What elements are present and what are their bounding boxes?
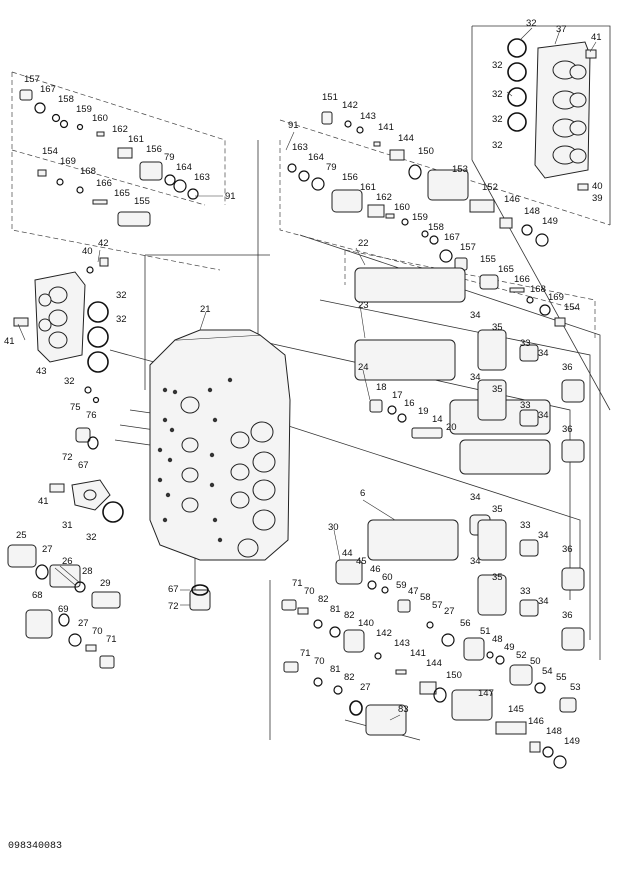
label-14: 14	[432, 414, 443, 425]
label-142: 142	[342, 100, 358, 111]
label-32: 32	[526, 18, 537, 29]
label-35: 35	[492, 572, 503, 583]
label-20: 20	[446, 422, 457, 433]
label-160: 160	[394, 202, 410, 213]
cover-plate-43	[35, 272, 85, 362]
label-67: 67	[78, 460, 89, 471]
label-17: 17	[392, 390, 403, 401]
label-70: 70	[314, 656, 325, 667]
label-6: 6	[360, 488, 366, 499]
label-34: 34	[538, 410, 549, 421]
label-26: 26	[62, 556, 73, 567]
label-158: 158	[58, 94, 74, 105]
label-25: 25	[16, 530, 27, 541]
label-150: 150	[418, 146, 434, 157]
label-54: 54	[542, 666, 553, 677]
label-157: 157	[24, 74, 40, 85]
label-140: 140	[358, 618, 374, 629]
label-152: 152	[482, 182, 498, 193]
label-163: 163	[194, 172, 210, 183]
label-155: 155	[480, 254, 496, 265]
label-28: 28	[82, 566, 93, 577]
cover-plate-37	[535, 42, 596, 178]
label-33: 33	[520, 520, 531, 531]
label-30: 30	[328, 522, 339, 533]
label-36: 36	[562, 424, 573, 435]
label-144: 144	[426, 658, 442, 669]
label-36: 36	[562, 362, 573, 373]
label-35: 35	[492, 322, 503, 333]
label-162: 162	[376, 192, 392, 203]
label-33: 33	[520, 400, 531, 411]
label-32: 32	[86, 532, 97, 543]
label-49: 49	[504, 642, 515, 653]
label-167: 167	[444, 232, 460, 243]
label-60: 60	[382, 572, 393, 583]
label-161: 161	[360, 182, 376, 193]
label-46: 46	[370, 564, 381, 575]
label-32: 32	[116, 314, 127, 325]
label-71: 71	[292, 578, 303, 589]
label-45: 45	[356, 556, 367, 567]
label-75: 75	[70, 402, 81, 413]
label-42: 42	[98, 238, 109, 249]
label-82: 82	[318, 594, 329, 605]
label-32: 32	[64, 376, 75, 387]
label-68: 68	[32, 590, 43, 601]
label-147: 147	[478, 688, 494, 699]
label-161: 161	[128, 134, 144, 145]
label-169: 169	[60, 156, 76, 167]
label-141: 141	[378, 122, 394, 133]
label-58: 58	[420, 592, 431, 603]
label-35: 35	[492, 504, 503, 515]
label-35: 35	[492, 384, 503, 395]
label-165: 165	[498, 264, 514, 275]
label-34: 34	[538, 348, 549, 359]
label-70: 70	[304, 586, 315, 597]
label-32: 32	[116, 290, 127, 301]
label-159: 159	[412, 212, 428, 223]
label-33: 33	[520, 586, 531, 597]
label-149: 149	[542, 216, 558, 227]
label-41: 41	[4, 336, 15, 347]
label-32: 32	[492, 140, 503, 151]
label-82: 82	[344, 672, 355, 683]
label-163: 163	[292, 142, 308, 153]
label-34: 34	[470, 556, 481, 567]
label-23: 23	[358, 300, 369, 311]
label-149: 149	[564, 736, 580, 747]
label-50: 50	[530, 656, 541, 667]
label-34: 34	[538, 596, 549, 607]
label-18: 18	[376, 382, 387, 393]
label-34: 34	[470, 310, 481, 321]
label-16: 16	[404, 398, 415, 409]
label-48: 48	[492, 634, 503, 645]
label-148: 148	[524, 206, 540, 217]
label-169: 169	[548, 292, 564, 303]
valve-housing-21	[150, 330, 290, 560]
label-47: 47	[408, 586, 419, 597]
label-67: 67	[168, 584, 179, 595]
label-32: 32	[492, 60, 503, 71]
label-160: 160	[92, 113, 108, 124]
label-22: 22	[358, 238, 369, 249]
label-71: 71	[106, 634, 117, 645]
label-154: 154	[564, 302, 580, 313]
label-32: 32	[492, 114, 503, 125]
label-31: 31	[62, 520, 73, 531]
label-27: 27	[360, 682, 371, 693]
label-57: 57	[432, 600, 443, 611]
label-70: 70	[92, 626, 103, 637]
label-91: 91	[225, 191, 236, 202]
label-79: 79	[326, 162, 337, 173]
label-19: 19	[418, 406, 429, 417]
label-151: 151	[322, 92, 338, 103]
label-156: 156	[146, 144, 162, 155]
label-164: 164	[308, 152, 324, 163]
label-27: 27	[78, 618, 89, 629]
label-52: 52	[516, 650, 527, 661]
label-165: 165	[114, 188, 130, 199]
label-40: 40	[592, 181, 603, 192]
label-150: 150	[446, 670, 462, 681]
label-168: 168	[530, 284, 546, 295]
label-81: 81	[330, 664, 341, 675]
label-44: 44	[342, 548, 353, 559]
label-164: 164	[176, 162, 192, 173]
label-40: 40	[82, 246, 93, 257]
label-24: 24	[358, 362, 369, 373]
label-37: 37	[556, 24, 567, 35]
label-59: 59	[396, 580, 407, 591]
label-156: 156	[342, 172, 358, 183]
drawing-number: 098340083	[8, 841, 63, 852]
label-43: 43	[36, 366, 47, 377]
label-27: 27	[42, 544, 53, 555]
label-76: 76	[86, 410, 97, 421]
label-79: 79	[164, 152, 175, 163]
label-29: 29	[100, 578, 111, 589]
label-146: 146	[504, 194, 520, 205]
leader-lines	[18, 28, 596, 720]
label-166: 166	[514, 274, 530, 285]
label-141: 141	[410, 648, 426, 659]
label-162: 162	[112, 124, 128, 135]
label-91: 91	[288, 120, 299, 131]
label-41: 41	[591, 32, 602, 43]
label-146: 146	[528, 716, 544, 727]
label-36: 36	[562, 544, 573, 555]
label-41: 41	[38, 496, 49, 507]
label-34: 34	[538, 530, 549, 541]
label-167: 167	[40, 84, 56, 95]
label-142: 142	[376, 628, 392, 639]
label-72: 72	[62, 452, 73, 463]
label-157: 157	[460, 242, 476, 253]
label-143: 143	[360, 111, 376, 122]
label-144: 144	[398, 133, 414, 144]
label-36: 36	[562, 610, 573, 621]
label-82: 82	[344, 610, 355, 621]
label-27: 27	[444, 606, 455, 617]
label-33: 33	[520, 338, 531, 349]
label-155: 155	[134, 196, 150, 207]
label-53: 53	[570, 682, 581, 693]
label-34: 34	[470, 492, 481, 503]
label-83: 83	[398, 704, 409, 715]
label-81: 81	[330, 604, 341, 615]
label-158: 158	[428, 222, 444, 233]
label-32: 32	[492, 89, 503, 100]
label-51: 51	[480, 626, 491, 637]
label-166: 166	[96, 178, 112, 189]
label-159: 159	[76, 104, 92, 115]
label-168: 168	[80, 166, 96, 177]
label-34: 34	[470, 372, 481, 383]
label-21: 21	[200, 304, 211, 315]
label-55: 55	[556, 672, 567, 683]
label-39: 39	[592, 193, 603, 204]
label-71: 71	[300, 648, 311, 659]
label-72: 72	[168, 601, 179, 612]
label-154: 154	[42, 146, 58, 157]
label-56: 56	[460, 618, 471, 629]
label-143: 143	[394, 638, 410, 649]
label-145: 145	[508, 704, 524, 715]
label-69: 69	[58, 604, 69, 615]
label-148: 148	[546, 726, 562, 737]
label-153: 153	[452, 164, 468, 175]
